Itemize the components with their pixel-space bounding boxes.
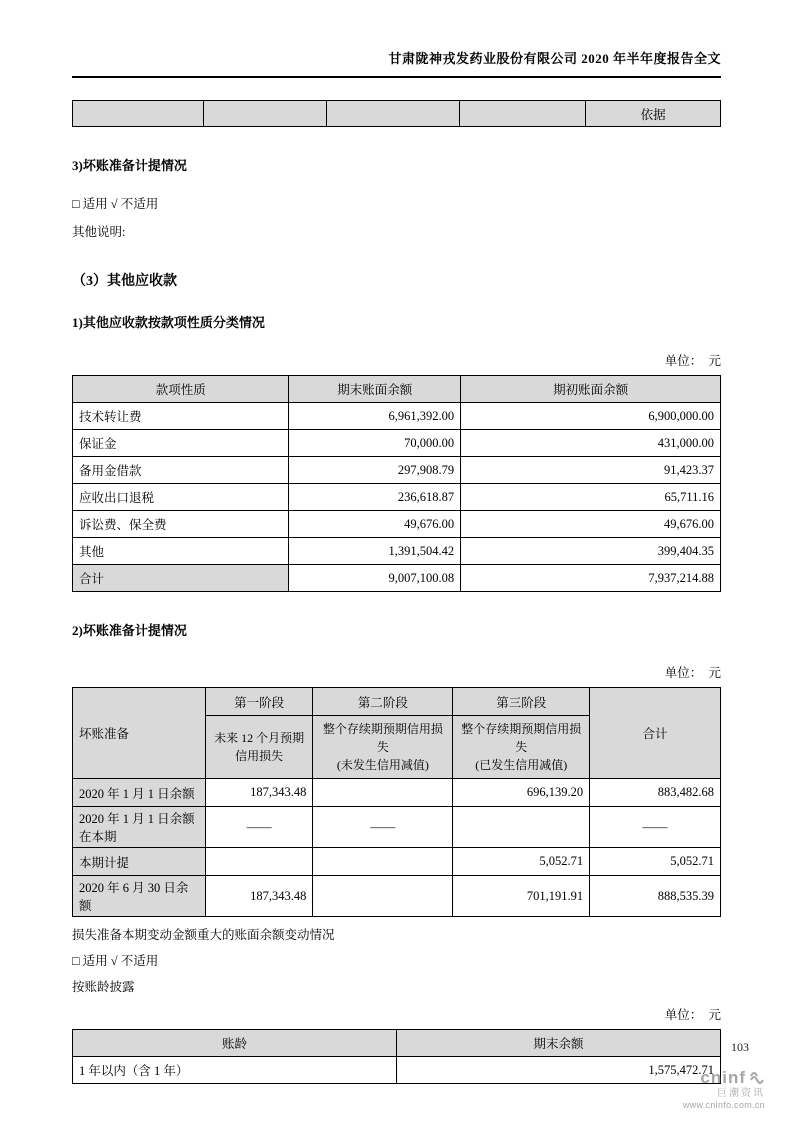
- row-label: 技术转让费: [73, 403, 289, 430]
- cell-value: 1,575,472.71: [397, 1057, 721, 1084]
- cell-value: [205, 848, 313, 876]
- other-note: 其他说明:: [72, 225, 126, 239]
- cell-value: 696,139.20: [453, 779, 590, 807]
- page-number: 103: [731, 1040, 749, 1054]
- cell-end-balance: 297,908.79: [289, 457, 461, 484]
- row-label: 2020 年 6 月 30 日余额: [73, 876, 206, 917]
- table-row: [73, 1057, 721, 1084]
- cell-value: ——: [205, 807, 313, 848]
- stage2-header: 第二阶段: [313, 688, 453, 716]
- subheader-line: (未发生信用减值): [336, 758, 429, 772]
- subheader-line: 整个存续期预期信用损失: [461, 722, 582, 754]
- cell-end-balance: 6,961,392.00: [289, 403, 461, 430]
- corner-header: 坏账准备: [73, 688, 206, 779]
- cell-value: [313, 876, 453, 917]
- table-total-row: [73, 565, 721, 592]
- cell-begin-balance: 399,404.35: [461, 538, 721, 565]
- column-header: 账龄: [73, 1030, 397, 1057]
- cell-value: 187,343.48: [205, 876, 313, 917]
- cninfo-logo: [683, 1068, 765, 1111]
- column-header: 期初账面余额: [461, 376, 721, 403]
- cell-value: [313, 779, 453, 807]
- unit-label: 单位： 元: [664, 354, 721, 368]
- cell-value: 5,052.71: [453, 848, 590, 876]
- row-label: 2020 年 1 月 1 日余额: [73, 779, 206, 807]
- stage1-header: 第一阶段: [205, 688, 313, 716]
- cell-value: [313, 848, 453, 876]
- cninfo-logo-text: cninf: [700, 1068, 746, 1087]
- stage3-subheader: [453, 716, 590, 779]
- table-cell: [203, 101, 326, 127]
- table-row: [73, 457, 721, 484]
- cell-begin-balance: 6,900,000.00: [461, 403, 721, 430]
- cell-value: 5,052.71: [590, 848, 721, 876]
- table-row: [73, 101, 721, 127]
- cninfo-logo-row: [683, 1068, 765, 1088]
- table-header-row: [73, 1030, 721, 1057]
- table-row: [73, 807, 721, 848]
- table-row: [73, 511, 721, 538]
- change-note: 损失准备本期变动金额重大的账面余额变动情况: [72, 928, 335, 942]
- cell-end-balance: 49,676.00: [289, 511, 461, 538]
- table-row: [73, 430, 721, 457]
- row-label: 诉讼费、保全费: [73, 511, 289, 538]
- column-header: 期末账面余额: [289, 376, 461, 403]
- stage3-header: 第三阶段: [453, 688, 590, 716]
- row-label: 其他: [73, 538, 289, 565]
- heading-classification: 1)其他应收款按款项性质分类情况: [72, 315, 265, 330]
- table-row: [73, 403, 721, 430]
- table-cell: [459, 101, 585, 127]
- cninfo-logo-cn: 巨潮资讯: [717, 1088, 765, 1100]
- report-header-title: 甘肃陇神戎发药业股份有限公司 2020 年半年度报告全文: [72, 48, 721, 78]
- subheader-line: (已发生信用减值): [475, 758, 568, 772]
- column-header: 期末余额: [397, 1030, 721, 1057]
- table-row: [73, 779, 721, 807]
- cell-value: 701,191.91: [453, 876, 590, 917]
- cninfo-wave-icon: [749, 1070, 765, 1086]
- unit-label: 单位： 元: [664, 1008, 721, 1022]
- row-label-total: 合计: [73, 565, 289, 592]
- applicable-line: □ 适用 √ 不适用: [72, 954, 159, 968]
- total-header: 合计: [590, 688, 721, 779]
- cell-value: [453, 807, 590, 848]
- stage2-subheader: [313, 716, 453, 779]
- row-label: 2020 年 1 月 1 日余额在本期: [73, 807, 206, 848]
- cell-end-balance: 1,391,504.42: [289, 538, 461, 565]
- subheader-line: 整个存续期预期信用损失: [322, 722, 443, 754]
- cell-value: ——: [313, 807, 453, 848]
- table-cell: [327, 101, 460, 127]
- cninfo-logo-url: www.cninfo.com.cn: [682, 1100, 765, 1111]
- cell-value: ——: [590, 807, 721, 848]
- cell-end-balance: 9,007,100.08: [289, 565, 461, 592]
- table-row: [73, 876, 721, 917]
- stage1-subheader: 未来 12 个月预期信用损失: [205, 716, 313, 779]
- table-row: [73, 848, 721, 876]
- column-header: 款项性质: [73, 376, 289, 403]
- aging-disclosure-label: 按账龄披露: [72, 980, 135, 994]
- applicable-line: □ 适用 √ 不适用: [72, 197, 159, 211]
- row-label: 本期计提: [73, 848, 206, 876]
- cell-value: 883,482.68: [590, 779, 721, 807]
- heading-other-receivables: （3）其他应收款: [72, 274, 177, 289]
- heading-bad-debt-3: 3)坏账准备计提情况: [72, 158, 187, 173]
- cell-begin-balance: 65,711.16: [461, 484, 721, 511]
- table-row: [73, 484, 721, 511]
- bad-debt-provision-table: [72, 687, 721, 917]
- row-label: 保证金: [73, 430, 289, 457]
- cell-begin-balance: 7,937,214.88: [461, 565, 721, 592]
- cell-value: 187,343.48: [205, 779, 313, 807]
- cell-value: 888,535.39: [590, 876, 721, 917]
- table-cell-basis: 依据: [586, 101, 721, 127]
- row-label: 备用金借款: [73, 457, 289, 484]
- receivables-nature-table: [72, 375, 721, 592]
- table-header-row: [73, 376, 721, 403]
- cell-begin-balance: 431,000.00: [461, 430, 721, 457]
- cell-begin-balance: 91,423.37: [461, 457, 721, 484]
- heading-bad-debt-2: 2)坏账准备计提情况: [72, 623, 187, 638]
- aging-table: [72, 1029, 721, 1084]
- cell-begin-balance: 49,676.00: [461, 511, 721, 538]
- table-header-row: [73, 688, 721, 716]
- table-row: [73, 538, 721, 565]
- cell-end-balance: 236,618.87: [289, 484, 461, 511]
- table-cell: [73, 101, 204, 127]
- unit-label: 单位： 元: [664, 666, 721, 680]
- row-label: 应收出口退税: [73, 484, 289, 511]
- cell-end-balance: 70,000.00: [289, 430, 461, 457]
- row-label: 1 年以内（含 1 年）: [73, 1057, 397, 1084]
- fragment-table: [72, 100, 721, 127]
